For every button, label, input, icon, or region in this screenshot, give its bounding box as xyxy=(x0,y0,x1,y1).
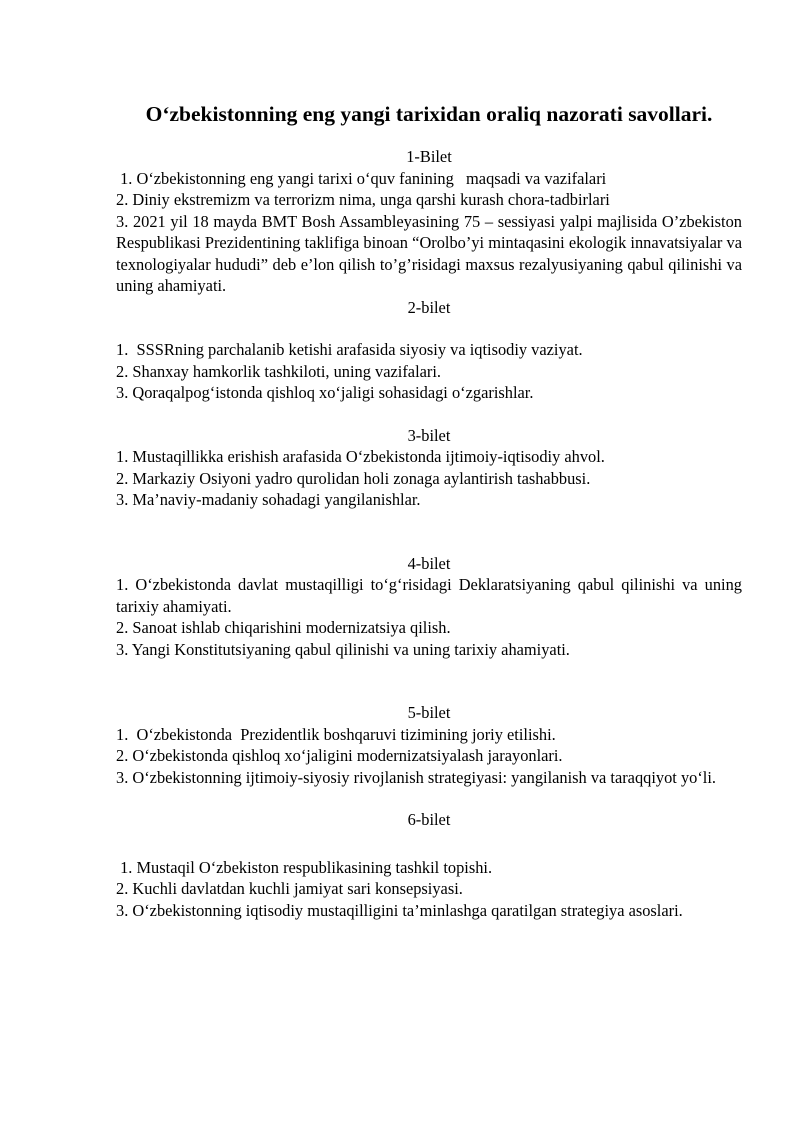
question-3: 3. Yangi Konstitutsiyaning qabul qilinishi va uning tarixiy ahamiyati. xyxy=(116,639,570,659)
question-1: 1. O‘zbekistonning eng yangi tarixi o‘quv fanining maqsadi va vazifalari xyxy=(116,168,607,188)
document-title: O‘zbekistonning eng yangi tarixidan oraliq nazorati savollari. xyxy=(145,102,713,126)
question-1: 1. O‘zbekistonda davlat mustaqilligi to‘g‘risidagi Deklaratsiyaning qabul qilinishi va uning tarixiy ahamiyati. xyxy=(116,575,742,616)
ticket-2 xyxy=(116,297,742,404)
question-2: 2. Markaziy Osiyoni yadro qurolidan holi zonaga aylantirish tashabbusi. xyxy=(116,468,591,488)
document-page xyxy=(116,0,742,921)
question-1: 1. Mustaqillikka erishish arafasida O‘zbekistonda ijtimoiy-iqtisodiy ahvol. xyxy=(116,447,605,466)
question-2: 2. Shanxay hamkorlik tashkiloti, uning vazifalari. xyxy=(116,361,442,381)
question-1: 1. Mustaqil O‘zbekiston respublikasining tashkil topishi. xyxy=(116,857,493,877)
question-3: 3. O‘zbekistonning ijtimoiy-siyosiy rivojlanish strategiyasi: yangilanish va taraqqiyot yo‘li. xyxy=(116,767,716,787)
ticket-4 xyxy=(116,553,742,661)
ticket-1 xyxy=(116,146,742,297)
question-2: 2. Diniy ekstremizm va terrorizm nima, unga qarshi kurash chora-tadbirlari xyxy=(116,190,610,209)
question-1: 1. O‘zbekistonda Prezidentlik boshqaruvi tizimining joriy etilishi. xyxy=(116,724,556,744)
question-2: 2. Sanoat ishlab chiqarishini modernizatsiya qilish. xyxy=(116,618,451,637)
ticket-heading: 2-bilet xyxy=(407,297,451,317)
question-3: 3. Qoraqalpog‘istonda qishloq xo‘jaligi sohasidagi o‘zgarishlar. xyxy=(116,383,534,402)
ticket-heading: 4-bilet xyxy=(407,553,451,573)
question-3: 3. 2021 yil 18 mayda BMT Bosh Assambleyasining 75 – sessiyasi yalpi majlisida O’zbekiston Respublikasi Prezidentining taklifiga binoan “Orolbo’yi mintaqasini ekologik innavatsiyalar va texnologiyalar hududi” deb e’lon qilish to’g’risidagi maxsus rezalyusiyaning qabul qilinishi va uning ahamiyati. xyxy=(116,211,742,295)
question-3: 3. O‘zbekistonning iqtisodiy mustaqilligini ta’minlashga qaratilgan strategiya asoslari. xyxy=(116,900,683,920)
ticket-heading: 6-bilet xyxy=(407,810,451,829)
ticket-6 xyxy=(116,809,742,921)
ticket-5 xyxy=(116,702,742,788)
ticket-heading: 5-bilet xyxy=(407,703,451,722)
question-1: 1. SSSRning parchalanib ketishi arafasida siyosiy va iqtisodiy vaziyat. xyxy=(116,340,583,359)
ticket-heading: 3-bilet xyxy=(407,425,451,445)
ticket-heading: 1-Bilet xyxy=(406,147,452,166)
ticket-3 xyxy=(116,425,742,511)
question-3: 3. Ma’naviy-madaniy sohadagi yangilanishlar. xyxy=(116,490,421,509)
question-2: 2. Kuchli davlatdan kuchli jamiyat sari konsepsiyasi. xyxy=(116,879,463,898)
question-2: 2. O‘zbekistonda qishloq xo‘jaligini modernizatsiyalash jarayonlari. xyxy=(116,746,563,765)
